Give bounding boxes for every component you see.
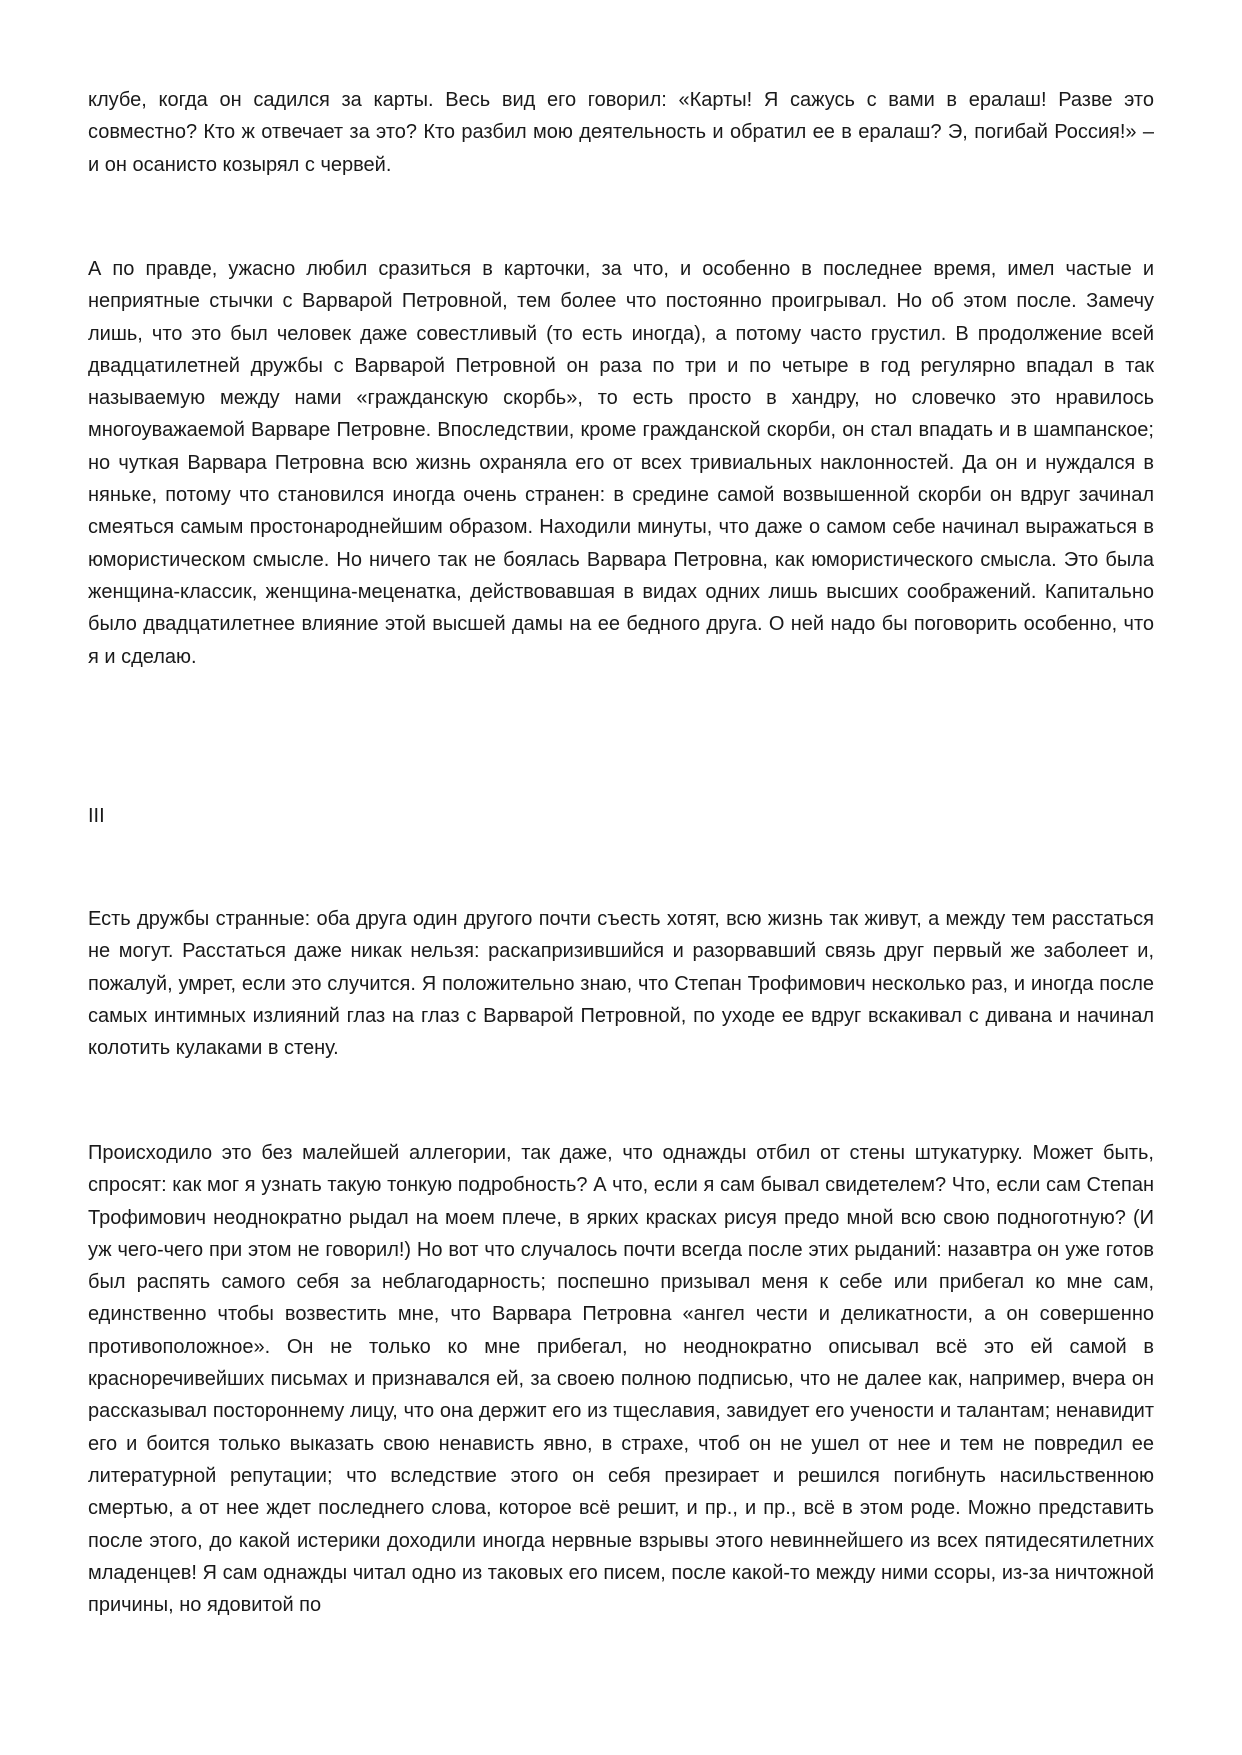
paragraph-1: клубе, когда он садился за карты. Весь вид его говорил: «Карты! Я сажусь с вами в ералаш! Разве это совместно? Кто ж отвечает за это? Кто разбил мою деятельность и обратил ее в ералаш? Э, погибай Россия!» – и он осанисто козырял с червей.: [88, 89, 1154, 176]
paragraph-3: Есть дружбы странные: оба друга один другого почти съесть хотят, всю жизнь так живут, а между тем расстаться не могут. Расстаться даже никак нельзя: раскапризившийся и разорвавший связь друг первый же заболеет и, пожалуй, умрет, если это случится. Я положительно знаю, что Степан Трофимович несколько раз, и иногда после самых интимных излияний глаз на глаз с Варварой Петровной, по уходе ее вдруг вскакивал с дивана и начинал колотить кулаками в стену.: [88, 908, 1154, 1060]
paragraph-2: А по правде, ужасно любил сразиться в карточки, за что, и особенно в последнее время, имел частые и неприятные стычки с Варварой Петровной, тем более что постоянно проигрывал. Но об этом после. Замечу лишь, что это был человек даже совестливый (то есть иногда), а потому часто грустил. В продолжение всей двадцатилетней дружбы с Варварой Петровной он раза по три и по четыре в год регулярно впадал в так называемую между нами «гражданскую скорбь», то есть просто в хандру, но словечко это нравилось многоуважаемой Варваре Петровне. Впоследствии, кроме гражданской скорби, он стал впадать и в шампанское; но чуткая Варвара Петровна всю жизнь охраняла его от всех тривиальных наклонностей. Да он и нуждался в няньке, потому что становился иногда очень странен: в средине самой возвышенной скорби он вдруг зачинал смеяться самым простонароднейшим образом. Находили минуты, что даже о самом себе начинал выражаться в юмористическом смысле. Но ничего так не боялась Варвара Петровна, как юмористического смысла. Это была женщина-классик, женщина-меценатка, действовавшая в видах одних лишь высших соображений. Капитально было двадцатилетнее влияние этой высшей дамы на ее бедного друга. О ней надо бы поговорить особенно, что я и сделаю.: [88, 258, 1154, 668]
paragraph-4: Происходило это без малейшей аллегории, так даже, что однажды отбил от стены штукатурку. Может быть, спросят: как мог я узнать такую тонкую подробность? А что, если я сам бывал свидетелем? Что, если сам Степан Трофимович неоднократно рыдал на моем плече, в ярких красках рисуя предо мной всю свою подноготную? (И уж чего-чего при этом не говорил!) Но вот что случалось почти всегда после этих рыданий: назавтра он уже готов был распять самого себя за неблагодарность; поспешно призывал меня к себе или прибегал ко мне сам, единственно чтобы возвестить мне, что Варвара Петровна «ангел чести и деликатности, а он совершенно противоположное». Он не только ко мне прибегал, но неоднократно описывал всё это ей самой в красноречивейших письмах и признавался ей, за своею полною подписью, что не далее как, например, вчера он рассказывал постороннему лицу, что она держит его из тщеславия, завидует его учености и талантам; ненавидит его и боится только выказать свою ненависть явно, в страхе, чтоб он не ушел от нее и тем не повредил ее литературной репутации; что вследствие этого он себя презирает и решился погибнуть насильственною смертью, а от нее ждет последнего слова, которое всё решит, и пр., и пр., всё в этом роде. Можно представить после этого, до какой истерики доходили иногда нервные взрывы этого невиннейшего из всех пятидесятилетних младенцев! Я сам однажды читал одно из таковых его писем, после какой-то между ними ссоры, из-за ничтожной причины, но ядовитой по: [88, 1142, 1154, 1617]
section-heading: III: [88, 805, 105, 827]
